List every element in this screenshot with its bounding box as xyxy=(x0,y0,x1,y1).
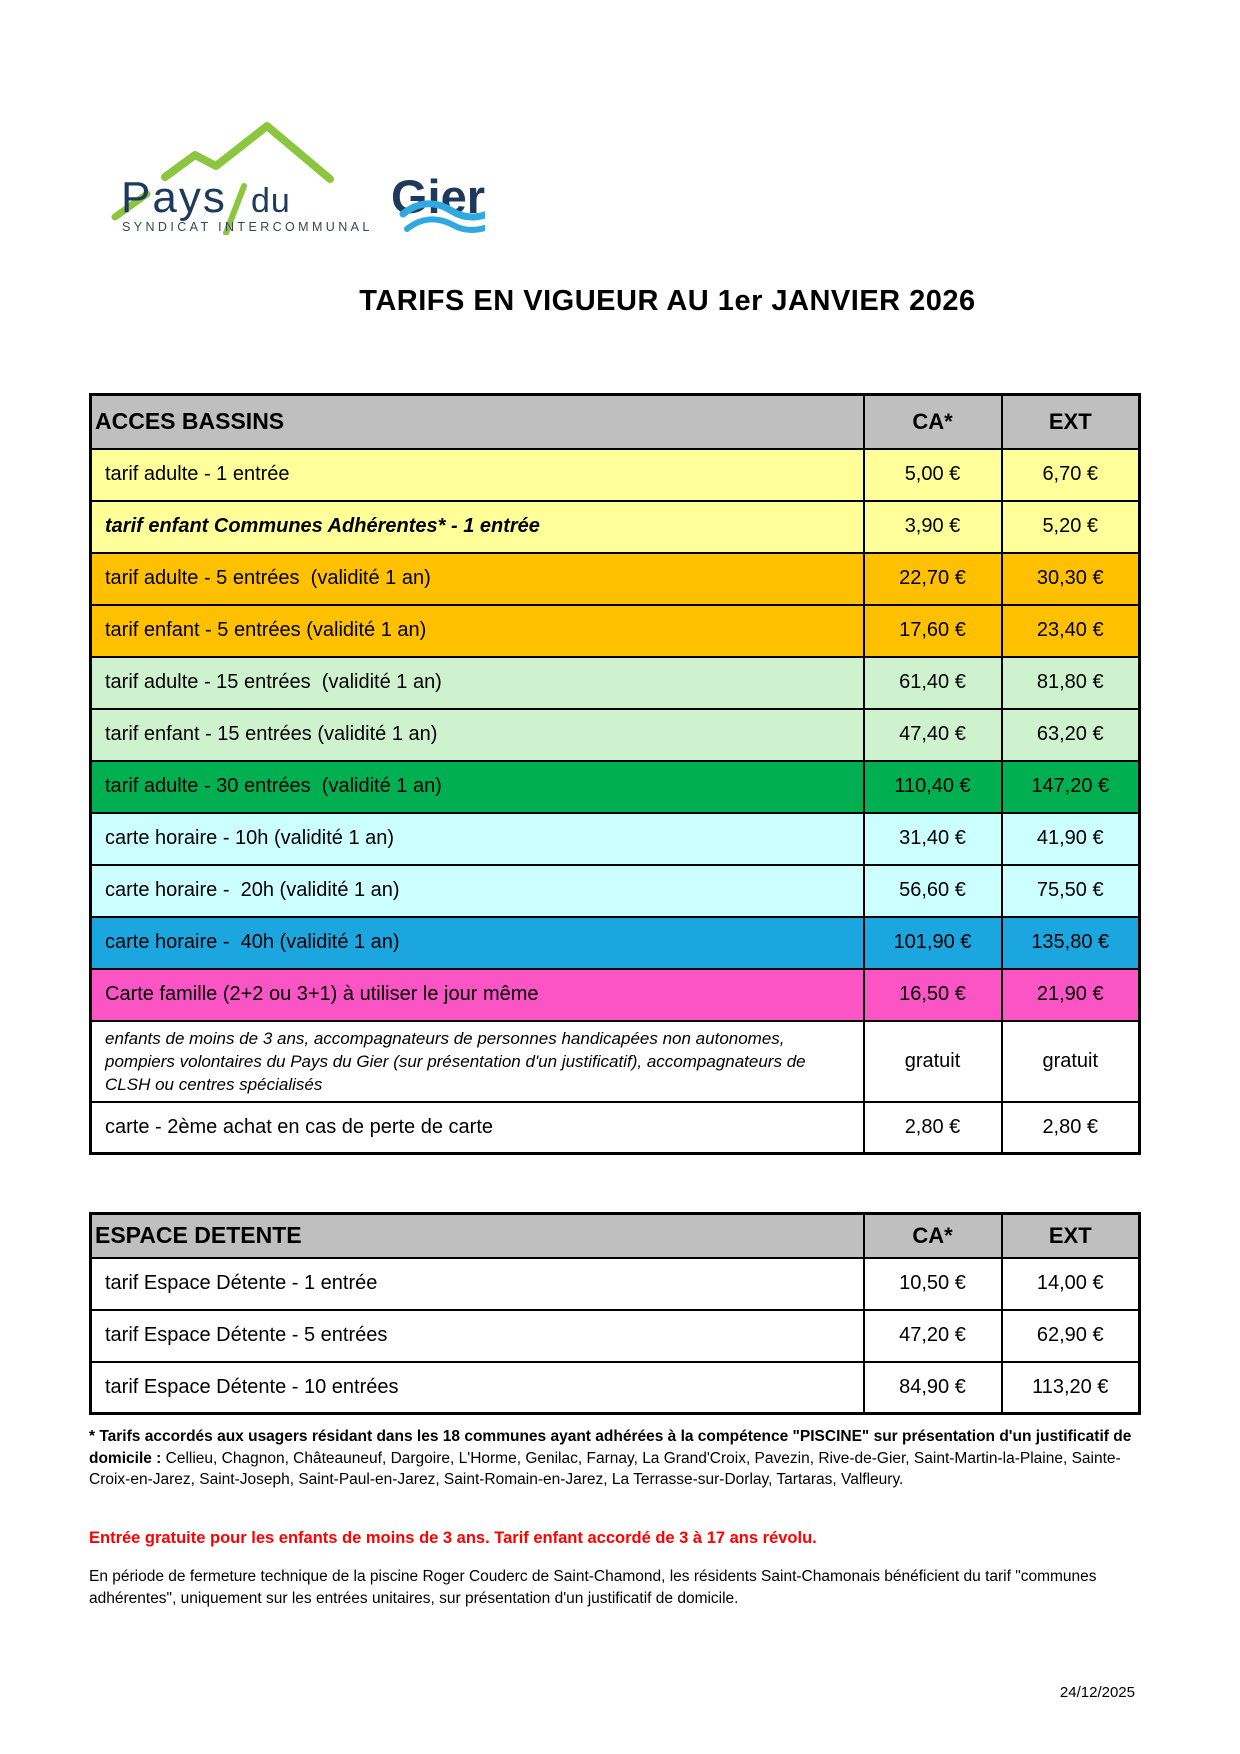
table-title: ACCES BASSINS xyxy=(91,395,864,449)
column-header-ext: EXT xyxy=(1002,395,1140,449)
price-ca: 31,40 € xyxy=(864,813,1002,865)
table-row xyxy=(91,917,1140,969)
logo-subtitle: SYNDICAT INTERCOMMUNAL xyxy=(122,220,373,234)
price-ext: 113,20 € xyxy=(1002,1362,1140,1414)
price-ext: 6,70 € xyxy=(1002,449,1140,501)
table-row xyxy=(91,709,1140,761)
asterisk-note-lead: * Tarifs accordés aux usagers résidant dans les 18 communes ayant adhérées à la compétence "PISCINE" sur présentation d'un justificatif de domicile : xyxy=(89,1428,1132,1467)
table-row xyxy=(91,1021,1140,1102)
row-label: tarif adulte - 1 entrée xyxy=(91,449,864,501)
row-label: enfants de moins de 3 ans, accompagnateurs de personnes handicapées non autonomes, pompiers volontaires du Pays du Gier (sur présentation d'un justificatif), accompagnateurs de CLSH ou centres spécialisés xyxy=(91,1021,864,1102)
row-label: tarif adulte - 30 entrées (validité 1 an) xyxy=(91,761,864,813)
price-ca: 22,70 € xyxy=(864,553,1002,605)
row-label: carte horaire - 20h (validité 1 an) xyxy=(91,865,864,917)
price-ext: 5,20 € xyxy=(1002,501,1140,553)
table-row xyxy=(91,1310,1140,1362)
price-ca: 47,20 € xyxy=(864,1310,1002,1362)
price-ca: 47,40 € xyxy=(864,709,1002,761)
price-ca: 110,40 € xyxy=(864,761,1002,813)
row-label: tarif adulte - 15 entrées (validité 1 an) xyxy=(91,657,864,709)
row-label: tarif enfant - 15 entrées (validité 1 an) xyxy=(91,709,864,761)
logo-word-du: du xyxy=(251,182,291,220)
table-header-row xyxy=(91,395,1140,449)
table-row xyxy=(91,553,1140,605)
row-label: tarif enfant - 5 entrées (validité 1 an) xyxy=(91,605,864,657)
table-row xyxy=(91,1258,1140,1310)
asterisk-note xyxy=(89,1426,1144,1491)
row-label: carte - 2ème achat en cas de perte de carte xyxy=(91,1102,864,1154)
row-label: Carte famille (2+2 ou 3+1) à utiliser le jour même xyxy=(91,969,864,1021)
logo-word-gier: Gier xyxy=(391,170,485,223)
row-label: tarif adulte - 5 entrées (validité 1 an) xyxy=(91,553,864,605)
row-label: tarif Espace Détente - 10 entrées xyxy=(91,1362,864,1414)
price-ext: 23,40 € xyxy=(1002,605,1140,657)
price-ext: 63,20 € xyxy=(1002,709,1140,761)
technical-closure-note: En période de fermeture technique de la piscine Roger Couderc de Saint-Chamond, les résidents Saint-Chamonais bénéficient du tarif "communes adhérentes", uniquement sur les entrées unitaires, sur présentation d'un justificatif de domicile. xyxy=(89,1568,1097,1607)
price-ext: 41,90 € xyxy=(1002,813,1140,865)
table-row xyxy=(91,761,1140,813)
table-row xyxy=(91,813,1140,865)
row-label: tarif Espace Détente - 5 entrées xyxy=(91,1310,864,1362)
price-ca: gratuit xyxy=(864,1021,1002,1102)
table-row xyxy=(91,1362,1140,1414)
table-row xyxy=(91,865,1140,917)
row-label: carte horaire - 10h (validité 1 an) xyxy=(91,813,864,865)
price-ca: 84,90 € xyxy=(864,1362,1002,1414)
acces-bassins-table xyxy=(89,393,1141,1155)
column-header-ca: CA* xyxy=(864,1214,1002,1258)
price-ext: 81,80 € xyxy=(1002,657,1140,709)
row-label: tarif enfant Communes Adhérentes* - 1 entrée xyxy=(91,501,864,553)
price-ext: 21,90 € xyxy=(1002,969,1140,1021)
price-ext: 30,30 € xyxy=(1002,553,1140,605)
pays-du-gier-logo xyxy=(85,95,485,235)
page-title: TARIFS EN VIGUEUR AU 1er JANVIER 2026 xyxy=(359,285,976,317)
price-ext: 75,50 € xyxy=(1002,865,1140,917)
document-date: 24/12/2025 xyxy=(1059,1684,1135,1701)
asterisk-note-communes: Cellieu, Chagnon, Châteauneuf, Dargoire, L'Horme, Genilac, Farnay, La Grand'Croix, Pavezin, Rive-de-Gier, Saint-Martin-la-Plaine, Sainte-Croix-en-Jarez, Saint-Joseph, Saint-Paul-en-Jarez, Saint-Romain-en-Jarez, La Terrasse-sur-Dorlay, Tartaras, Valfleury. xyxy=(89,1449,1121,1488)
logo-word-pays: Pays xyxy=(121,173,227,222)
free-entry-note: Entrée gratuite pour les enfants de moins de 3 ans. Tarif enfant accordé de 3 à 17 ans révolu. xyxy=(89,1529,817,1547)
price-ext: 62,90 € xyxy=(1002,1310,1140,1362)
table-header-row xyxy=(91,1214,1140,1258)
price-ca: 17,60 € xyxy=(864,605,1002,657)
column-header-ext: EXT xyxy=(1002,1214,1140,1258)
row-label: carte horaire - 40h (validité 1 an) xyxy=(91,917,864,969)
row-label: tarif Espace Détente - 1 entrée xyxy=(91,1258,864,1310)
price-ca: 16,50 € xyxy=(864,969,1002,1021)
price-ext: 14,00 € xyxy=(1002,1258,1140,1310)
column-header-ca: CA* xyxy=(864,395,1002,449)
table-row xyxy=(91,657,1140,709)
espace-detente-table xyxy=(89,1212,1141,1415)
table-row xyxy=(91,501,1140,553)
price-ca: 101,90 € xyxy=(864,917,1002,969)
price-ca: 5,00 € xyxy=(864,449,1002,501)
table-row xyxy=(91,969,1140,1021)
price-ca: 2,80 € xyxy=(864,1102,1002,1154)
price-ext: 2,80 € xyxy=(1002,1102,1140,1154)
table-title: ESPACE DETENTE xyxy=(91,1214,864,1258)
price-ca: 10,50 € xyxy=(864,1258,1002,1310)
price-ext: 147,20 € xyxy=(1002,761,1140,813)
price-ext: gratuit xyxy=(1002,1021,1140,1102)
table-row xyxy=(91,1102,1140,1154)
price-ext: 135,80 € xyxy=(1002,917,1140,969)
table-row xyxy=(91,449,1140,501)
table-row xyxy=(91,605,1140,657)
price-ca: 61,40 € xyxy=(864,657,1002,709)
price-ca: 3,90 € xyxy=(864,501,1002,553)
price-ca: 56,60 € xyxy=(864,865,1002,917)
